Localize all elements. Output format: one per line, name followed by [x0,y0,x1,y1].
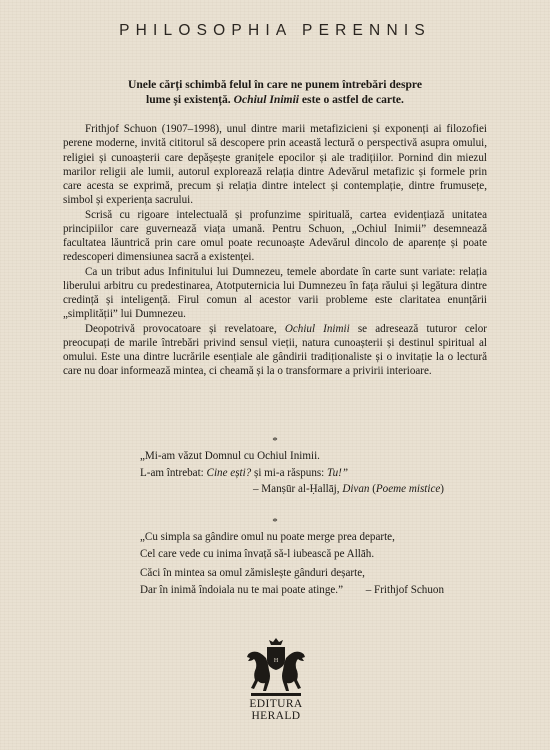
attr-hallaj-b: Divan [342,483,370,495]
quote-hallaj-line-2-c: și mi-a răspuns: [251,466,328,479]
blurb-line-1: Unele cărți schimbă felul în care ne punem întrebări despre [127,78,422,91]
quote-schuon-line-1: „Cu simpla sa gândire omul nu poate merge prea departe, [140,531,395,543]
quote-hallaj [140,448,444,498]
attr-hallaj-d: Poeme mistice [375,483,441,495]
paragraph-4 [63,322,487,379]
quote-hallaj-line-2-a: L-am întrebat: [140,466,207,479]
attr-hallaj-e: ) [440,483,444,495]
paragraph-4-start: Deopotrivă provocatoare și revelatoare, [85,322,285,335]
quote-hallaj-attribution [140,481,444,498]
quote-schuon-line-4: Dar în inimă îndoiala nu te mai poate atinge.” [140,583,344,596]
series-title: PHILOSOPHIA PERENNIS [119,22,431,39]
quote-hallaj-line-2-b: Cine ești? [206,466,252,479]
herald-emblem-icon [239,636,313,698]
attr-hallaj-a: – Manṣūr al-Ḥallāj, [252,483,343,495]
publisher-logo [226,636,326,722]
paragraph-2: Scrisă cu rigoare intelectuală și profunzime spirituală, cartea evidențiază unitatea principiilor care guvernează viața umană. Pentru Schuon, „Ochiul Inimii” desemnează facultatea lăuntrică prin care omul poate recunoaște Adevărul dincolo de aparențe și poate redescoperi dimensiunea sacră a existenței. [63,208,487,264]
separator-1: * [272,435,278,447]
quote-hallaj-line-2-d: Tu!” [327,466,349,479]
paragraph-3: Ca un tribut adus Infinitului lui Dumnezeu, temele abordate în carte sunt variate: relația liberului arbitru cu predestinarea, Atotputernicia lui Dumnezeu în fața răului și legătura dintre credință și inteligență. Firul comun al acestor varii probleme este claritatea enunțării „simplității” lui Dumnezeu. [63,265,487,321]
attr-hallaj-c: ( [369,483,376,495]
publisher-line-1: EDITURA [249,698,303,710]
blurb [95,77,455,107]
quote-hallaj-line-2 [140,465,444,482]
paragraph-1: Frithjof Schuon (1907–1998), unul dintre marii metafizicieni și exponenți ai filozofiei perene moderne, invită cititorul să descopere prin această lectură o perspectivă asupra omului, religiei și cunoașterii care depășește granițele epocilor și ale tradițiilor. Pornind din miezul marilor religii ale lumii, autorul explorează relația dintre Adevărul metafizic și formele prin care acesta se exprimă, precum și relația dintre intelect și contemplație, dintre frumusețe, simbol și experiența sacrului. [63,123,487,207]
quote-schuon-attribution: – Frithjof Schuon [365,583,444,596]
paragraph-4-book-title: Ochiul Inimii [284,322,350,335]
blurb-book-title: Ochiul Inimii [233,93,300,106]
quote-schuon-line-3: Căci în mintea sa omul zămislește gânduri deșarte, [140,567,365,579]
quote-hallaj-line-1: „Mi-am văzut Domnul cu Ochiul Inimii. [140,450,320,462]
quote-schuon [140,529,444,598]
blurb-line-2-end: este o astfel de carte. [299,93,404,106]
blurb-line-2-start: lume și existență. [146,93,234,106]
paragraph-4-end: se adresează tuturor celor preocupați de marile întrebări privind sensul vieții, natura cunoașterii și destinul spiritual al omului. Este una dintre lucrările esențiale ale gândirii tradiționaliste și o invitație la o lectură care nu doar informează mintea, ci cheamă și la o transformare a privirii interioare. [63,322,487,378]
publisher-line-2: HERALD [251,710,301,722]
quote-schuon-line-2: Cel care vede cu inima învață să-l iubească pe Allāh. [140,547,375,560]
publisher-name [226,698,326,722]
separator-2: * [272,516,278,528]
svg-text:H: H [273,658,279,664]
description-body [63,122,487,379]
